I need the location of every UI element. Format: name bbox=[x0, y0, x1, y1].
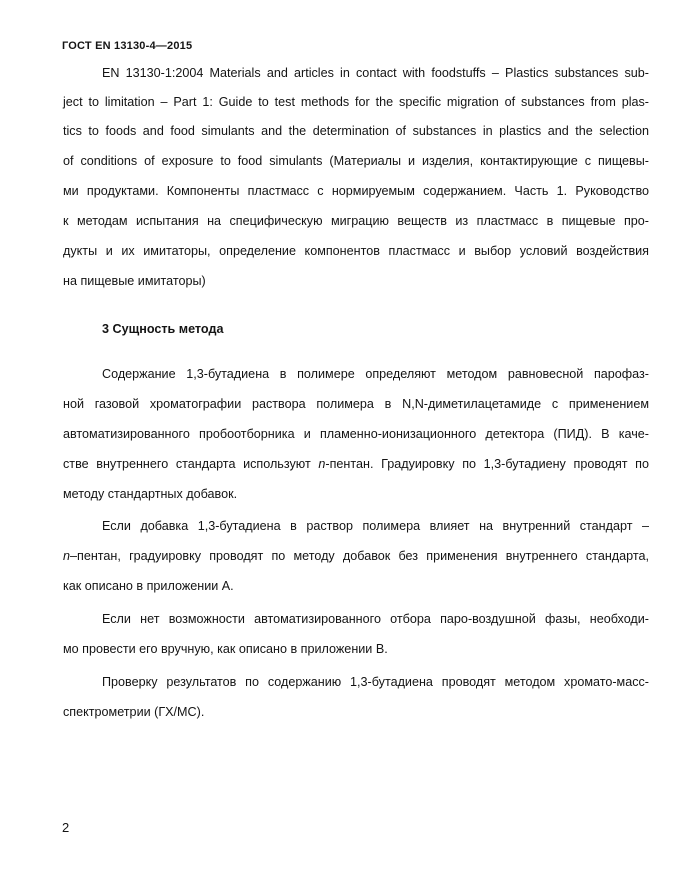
reference-line: EN 13130-1:2004 Materials and articles in contact with foodstuffs – Plastics substances sub- bbox=[102, 66, 649, 80]
reference-line: на пищевые имитаторы) bbox=[63, 274, 206, 288]
reference-line: дукты и их имитаторы, определение компонентов пластмасс и выбор условий воздействия bbox=[63, 244, 649, 258]
document-header: ГОСТ EN 13130-4—2015 bbox=[62, 40, 193, 52]
paragraph-line: мо провести его вручную, как описано в приложении В. bbox=[63, 642, 388, 656]
paragraph-line: методу стандартных добавок. bbox=[63, 487, 238, 501]
section-heading: 3 Сущность метода bbox=[102, 322, 224, 336]
reference-line: of conditions of exposure to food simulants (Материалы и изделия, контактирующие с пищевы- bbox=[63, 154, 649, 168]
paragraph-line: Содержание 1,3-бутадиена в полимере определяют методом равновесной парофаз- bbox=[102, 367, 649, 381]
page-number: 2 bbox=[62, 820, 70, 835]
paragraph-line: автоматизированного пробоотборника и пламенно-ионизационного детектора (ПИД). В каче- bbox=[63, 427, 649, 441]
paragraph-line: спектрометрии (ГХ/МС). bbox=[63, 705, 205, 719]
paragraph-line: Если нет возможности автоматизированного отбора паро-воздушной фазы, необходи- bbox=[102, 612, 649, 626]
paragraph-line: n–пентан, градуировку проводят по методу добавок без применения внутреннего стандарта, bbox=[63, 549, 649, 563]
paragraph-line: Проверку результатов по содержанию 1,3-бутадиена проводят методом хромато-масс- bbox=[102, 675, 649, 689]
reference-line: ject to limitation – Part 1: Guide to test methods for the specific migration of substances from plas- bbox=[63, 95, 649, 109]
paragraph-line: ной газовой хроматографии раствора полимера в N,N-диметилацетамиде с применением bbox=[63, 397, 649, 411]
paragraph-line: как описано в приложении А. bbox=[63, 579, 234, 593]
paragraph-line: стве внутреннего стандарта используют n-пентан. Градуировку по 1,3-бутадиену проводят по bbox=[63, 457, 649, 471]
reference-line: ми продуктами. Компоненты пластмасс с нормируемым содержанием. Часть 1. Руководство bbox=[63, 184, 649, 198]
paragraph-line: Если добавка 1,3-бутадиена в раствор полимера влияет на внутренний стандарт – bbox=[102, 519, 649, 533]
reference-line: tics to foods and food simulants and the determination of substances in plastics and the selection bbox=[63, 124, 649, 138]
reference-line: к методам испытания на специфическую миграцию веществ из пластмасс в пищевые про- bbox=[63, 214, 649, 228]
